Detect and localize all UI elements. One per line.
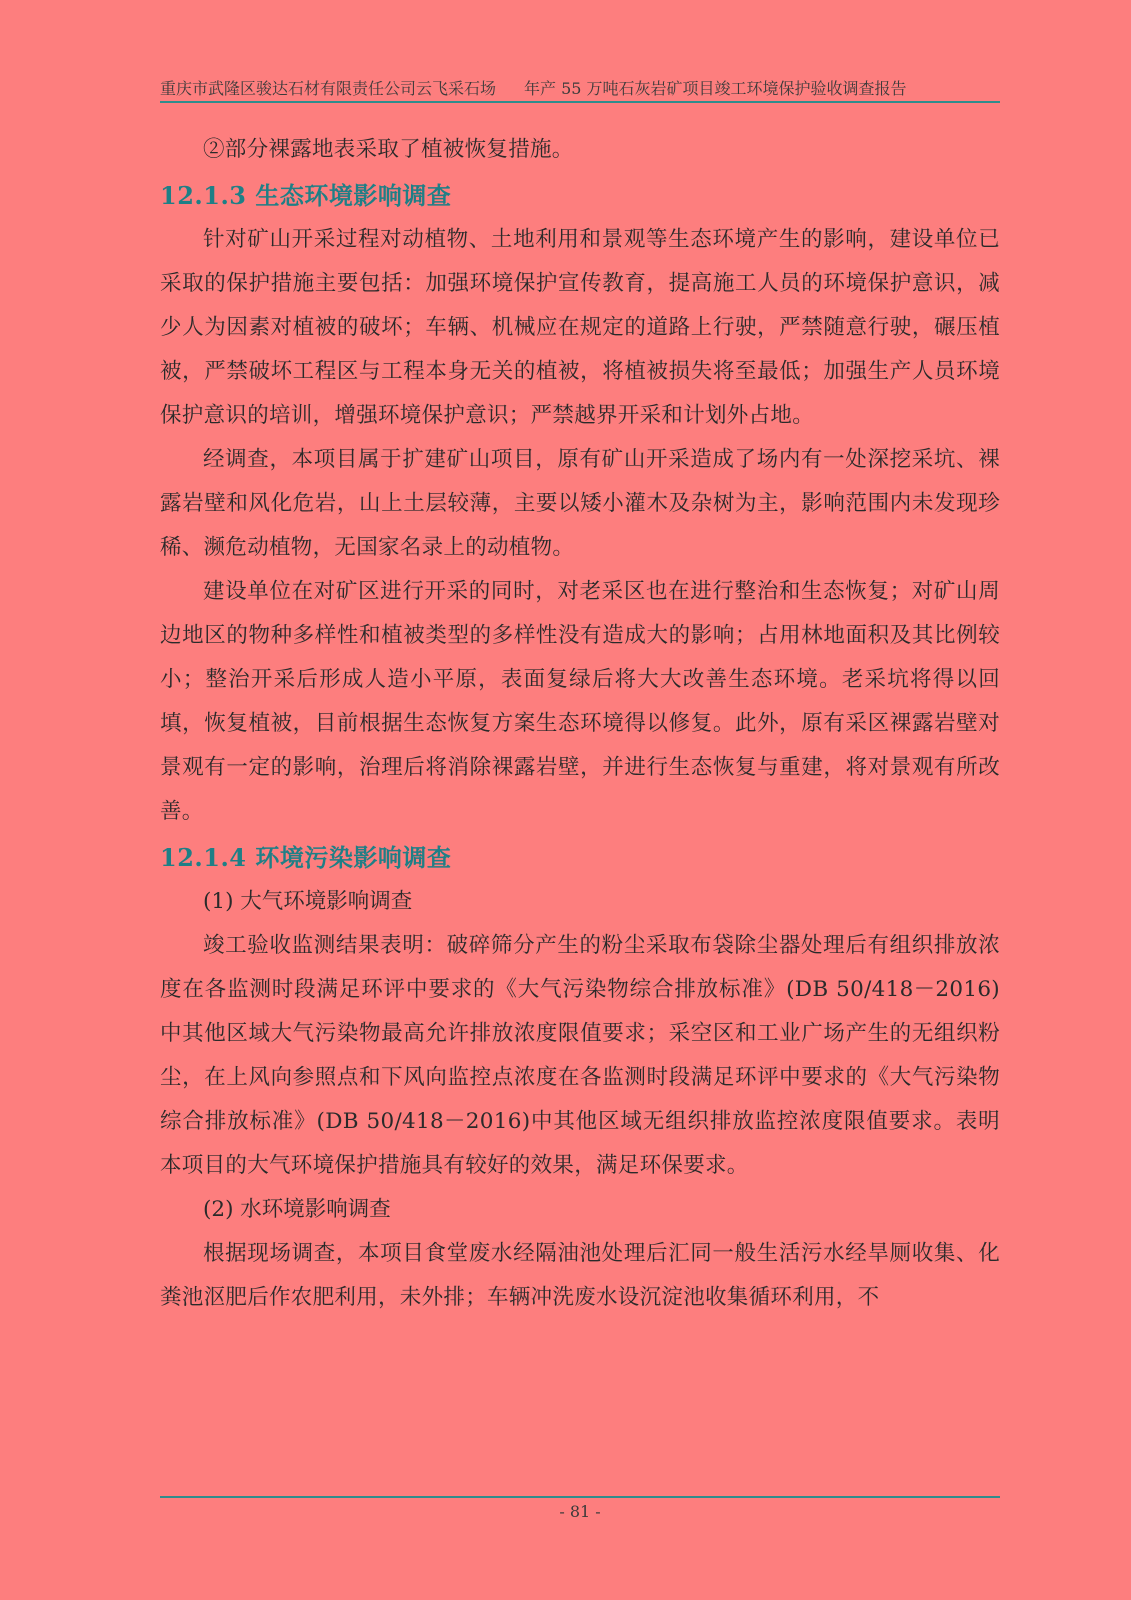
- page-number: - 81 -: [559, 1502, 601, 1521]
- subheading-water: (2) 水环境影响调查: [203, 1197, 391, 1222]
- header-report-title: 年产 55 万吨石灰岩矿项目竣工环境保护验收调查报告: [524, 79, 907, 98]
- paragraph-survey-findings: 经调查，本项目属于扩建矿山项目，原有矿山开采造成了场内有一处深挖采坑、裸露岩壁和风化危岩，山上土层较薄，主要以矮小灌木及杂树为主，影响范围内未发现珍稀、濒危动植物，无国家名录上的动植物。: [160, 447, 1000, 560]
- document-body: [160, 128, 1000, 1320]
- paragraph-protection-measures: 针对矿山开采过程对动植物、土地利用和景观等生态环境产生的影响，建设单位已采取的保护措施主要包括：加强环境保护宣传教育，提高施工人员的环境保护意识，减少人为因素对植被的破坏；车辆、机械应在规定的道路上行驶，严禁随意行驶，碾压植被，严禁破坏工程区与工程本身无关的植被，将植被损失将至最低；加强生产人员环境保护意识的培训，增强环境保护意识；严禁越界开采和计划外占地。: [160, 227, 1000, 428]
- footer-divider: [160, 1496, 1000, 1498]
- paragraph-vegetation-recovery: ②部分裸露地表采取了植被恢复措施。: [203, 137, 574, 162]
- header-divider: [160, 101, 1000, 103]
- page-header: [160, 76, 1000, 99]
- section-heading-ecology: 12.1.3 生态环境影响调查: [160, 181, 452, 210]
- section-heading-pollution: 12.1.4 环境污染影响调查: [160, 843, 452, 872]
- subheading-air: (1) 大气环境影响调查: [203, 889, 413, 914]
- paragraph-air-results: 竣工验收监测结果表明：破碎筛分产生的粉尘采取布袋除尘器处理后有组织排放浓度在各监测时段满足环评中要求的《大气污染物综合排放标准》(DB 50/418－2016)中其他区域大气污染物最高允许排放浓度限值要求；采空区和工业广场产生的无组织粉尘，在上风向参照点和下风向监控点浓度在各监测时段满足环评中要求的《大气污染物综合排放标准》(DB 50/418－2016)中其他区域无组织排放监控浓度限值要求。表明本项目的大气环境保护措施具有较好的效果，满足环保要求。: [160, 933, 1000, 1178]
- header-company: 重庆市武隆区骏达石材有限责任公司云飞采石场: [160, 79, 497, 98]
- paragraph-water-results: 根据现场调查，本项目食堂废水经隔油池处理后汇同一般生活污水经旱厕收集、化粪池沤肥后作农肥利用，未外排；车辆冲洗废水设沉淀池收集循环利用，不: [160, 1241, 1000, 1310]
- paragraph-ecological-restoration: 建设单位在对矿区进行开采的同时，对老采区也在进行整治和生态恢复；对矿山周边地区的物种多样性和植被类型的多样性没有造成大的影响；占用林地面积及其比例较小；整治开采后形成人造小平原，表面复绿后将大大改善生态环境。老采坑将得以回填，恢复植被，目前根据生态恢复方案生态环境得以修复。此外，原有采区裸露岩壁对景观有一定的影响，治理后将消除裸露岩壁，并进行生态恢复与重建，将对景观有所改善。: [160, 579, 1000, 824]
